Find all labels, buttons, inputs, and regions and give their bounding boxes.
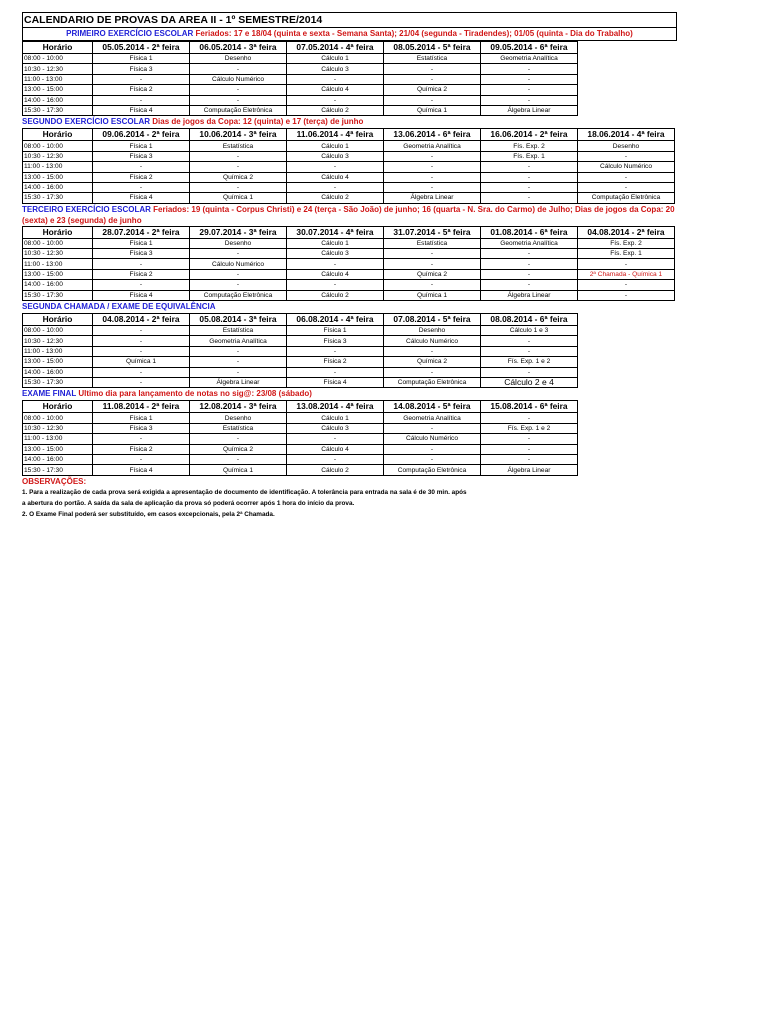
table-header-row bbox=[23, 401, 578, 413]
exam-cell: - bbox=[190, 151, 287, 161]
exam-cell: Física 3 bbox=[93, 423, 190, 433]
day-header: 07.05.2014 - 4ª feira bbox=[287, 42, 384, 54]
exam-cell: - bbox=[190, 434, 287, 444]
exam-cell: Química 1 bbox=[190, 465, 287, 475]
exam-cell: Cálculo 2 bbox=[287, 465, 384, 475]
day-header: 01.08.2014 - 6ª feira bbox=[481, 226, 578, 238]
exam-cell: Física 3 bbox=[93, 249, 190, 259]
table-row bbox=[23, 336, 578, 346]
day-header: 14.08.2014 - 5ª feira bbox=[384, 401, 481, 413]
table-header-row bbox=[23, 226, 675, 238]
time-slot: 11:00 - 13:00 bbox=[23, 162, 93, 172]
exam-cell: - bbox=[384, 259, 481, 269]
day-header: 05.05.2014 - 2ª feira bbox=[93, 42, 190, 54]
table-row bbox=[23, 151, 675, 161]
exam-cell: - bbox=[578, 259, 675, 269]
exam-cell: Computação Eletrônica bbox=[190, 290, 287, 300]
day-header: 07.08.2014 - 5ª feira bbox=[384, 314, 481, 326]
time-slot: 11:00 - 13:00 bbox=[23, 259, 93, 269]
time-slot: 14:00 - 16:00 bbox=[23, 182, 93, 192]
exam-cell: - bbox=[384, 280, 481, 290]
time-slot: 11:00 - 13:00 bbox=[23, 346, 93, 356]
table-row bbox=[23, 95, 578, 105]
time-slot: 10:30 - 12:30 bbox=[23, 151, 93, 161]
table-row bbox=[23, 454, 578, 464]
exam-cell: - bbox=[287, 74, 384, 84]
schedule-table bbox=[22, 400, 578, 475]
observations-title: OBSERVAÇÕES: bbox=[22, 476, 87, 486]
exam-cell: - bbox=[93, 182, 190, 192]
exam-cell: Cálculo 4 bbox=[287, 172, 384, 182]
exam-cell: Desenho bbox=[190, 54, 287, 64]
exam-cell: Física 1 bbox=[93, 238, 190, 248]
exam-cell: Computação Eletrônica bbox=[578, 193, 675, 203]
table-row bbox=[23, 326, 578, 336]
section-name: SEGUNDO EXERCÍCIO ESCOLAR bbox=[22, 117, 151, 127]
exam-cell: Geometria Analítica bbox=[384, 413, 481, 423]
exam-cell: Cálculo 2 bbox=[287, 193, 384, 203]
schedule-table bbox=[22, 226, 675, 301]
day-header: 08.08.2014 - 6ª feira bbox=[481, 314, 578, 326]
exam-cell: Estatística bbox=[190, 423, 287, 433]
exam-cell: - bbox=[287, 367, 384, 377]
exam-cell: Álgebra Linear bbox=[481, 465, 578, 475]
day-header: 31.07.2014 - 5ª feira bbox=[384, 226, 481, 238]
exam-cell: - bbox=[190, 346, 287, 356]
table-row bbox=[23, 172, 675, 182]
exam-cell: - bbox=[481, 280, 578, 290]
exam-cell: Cálculo 1 bbox=[287, 141, 384, 151]
table-row bbox=[23, 269, 675, 279]
exam-cell: - bbox=[190, 162, 287, 172]
exam-cell: - bbox=[190, 95, 287, 105]
exam-cell: - bbox=[578, 290, 675, 300]
exam-cell: - bbox=[481, 434, 578, 444]
exam-cell: - bbox=[190, 357, 287, 367]
day-header: 04.08.2014 - 2ª feira bbox=[93, 314, 190, 326]
exam-cell: - bbox=[384, 95, 481, 105]
section-name: TERCEIRO EXERCÍCIO ESCOLAR bbox=[22, 204, 151, 214]
table-row bbox=[23, 444, 578, 454]
table-row bbox=[23, 259, 675, 269]
exam-cell: Cálculo 3 bbox=[287, 64, 384, 74]
page-title: CALENDARIO DE PROVAS DA AREA II - 1º SEMESTRE/2014 bbox=[22, 12, 677, 28]
time-slot: 08:00 - 10:00 bbox=[23, 238, 93, 248]
exam-cell: Geometria Analítica bbox=[384, 141, 481, 151]
exam-cell: - bbox=[578, 182, 675, 192]
exam-cell: - bbox=[578, 172, 675, 182]
exam-cell: - bbox=[287, 454, 384, 464]
exam-cell: Computação Eletrônica bbox=[190, 105, 287, 115]
exam-cell: - bbox=[384, 162, 481, 172]
exam-cell: - bbox=[481, 454, 578, 464]
exam-cell: - bbox=[287, 280, 384, 290]
exam-cell: - bbox=[190, 85, 287, 95]
day-header: 13.06.2014 - 6ª feira bbox=[384, 129, 481, 141]
exam-cell: - bbox=[481, 269, 578, 279]
exam-cell: - bbox=[481, 413, 578, 423]
time-slot: 13:00 - 15:00 bbox=[23, 444, 93, 454]
exam-cell: - bbox=[190, 280, 287, 290]
exam-cell: Cálculo 4 bbox=[287, 85, 384, 95]
exam-cell: - bbox=[93, 95, 190, 105]
day-header: 15.08.2014 - 6ª feira bbox=[481, 401, 578, 413]
exam-cell: Cálculo Numérico bbox=[384, 336, 481, 346]
exam-cell: Cálculo Numérico bbox=[190, 259, 287, 269]
exam-calendar-sheet bbox=[22, 12, 677, 520]
exam-cell: Física 2 bbox=[287, 357, 384, 367]
exam-cell: Física 3 bbox=[93, 64, 190, 74]
exam-cell: Fís. Exp. 2 bbox=[481, 141, 578, 151]
exam-cell: - bbox=[190, 182, 287, 192]
table-row bbox=[23, 290, 675, 300]
observation-line: 1. Para a realização de cada prova será exigida a apresentação de documento de identificação. A tolerância para entrada na sala é de 30 min. após bbox=[22, 488, 467, 496]
exam-cell: - bbox=[481, 346, 578, 356]
exam-cell: Química 2 bbox=[384, 357, 481, 367]
time-slot: 13:00 - 15:00 bbox=[23, 85, 93, 95]
day-header: 09.06.2014 - 2ª feira bbox=[93, 129, 190, 141]
day-header: 12.08.2014 - 3ª feira bbox=[190, 401, 287, 413]
exam-cell: - bbox=[190, 249, 287, 259]
exam-cell: - bbox=[93, 434, 190, 444]
exam-cell: - bbox=[384, 74, 481, 84]
exam-cell: Estatística bbox=[190, 141, 287, 151]
exam-cell: Fís. Exp. 1 e 2 bbox=[481, 423, 578, 433]
time-slot: 10:30 - 12:30 bbox=[23, 249, 93, 259]
table-row bbox=[23, 423, 578, 433]
exam-cell: Cálculo 2 e 4 bbox=[481, 377, 578, 387]
horario-header: Horário bbox=[23, 314, 93, 326]
exam-cell: Desenho bbox=[190, 238, 287, 248]
exam-cell: Geometria Analítica bbox=[481, 54, 578, 64]
exam-cell: - bbox=[190, 454, 287, 464]
exam-cell: - bbox=[578, 151, 675, 161]
exam-cell: Cálculo Numérico bbox=[384, 434, 481, 444]
exam-cell: Cálculo 3 bbox=[287, 151, 384, 161]
exam-cell: - bbox=[384, 367, 481, 377]
exam-cell: Desenho bbox=[578, 141, 675, 151]
day-header: 06.08.2014 - 4ª feira bbox=[287, 314, 384, 326]
exam-cell: Física 2 bbox=[93, 269, 190, 279]
section-name: SEGUNDA CHAMADA / EXAME DE EQUIVALÊNCIA bbox=[22, 302, 216, 312]
exam-cell: Física 2 bbox=[93, 172, 190, 182]
time-slot: 10:30 - 12:30 bbox=[23, 336, 93, 346]
exam-cell: - bbox=[481, 162, 578, 172]
day-header: 05.08.2014 - 3ª feira bbox=[190, 314, 287, 326]
exam-cell: - bbox=[384, 249, 481, 259]
table-row bbox=[23, 64, 578, 74]
exam-cell: Desenho bbox=[190, 413, 287, 423]
exam-cell: Física 3 bbox=[287, 336, 384, 346]
section-note: Feriados: 17 e 18/04 (quinta e sexta - Semana Santa); 21/04 (segunda - Tiradendes); 01/05 (quinta - Dia do Trabalho) bbox=[195, 29, 633, 38]
exam-cell: - bbox=[384, 346, 481, 356]
day-header: 13.08.2014 - 4ª feira bbox=[287, 401, 384, 413]
time-slot: 14:00 - 16:00 bbox=[23, 454, 93, 464]
exam-cell: Cálculo Numérico bbox=[578, 162, 675, 172]
table-row bbox=[23, 280, 675, 290]
table-row bbox=[23, 182, 675, 192]
exam-cell: - bbox=[384, 444, 481, 454]
exam-cell: Química 1 bbox=[93, 357, 190, 367]
table-row bbox=[23, 465, 578, 475]
exam-cell: Química 2 bbox=[190, 444, 287, 454]
exam-cell: - bbox=[190, 269, 287, 279]
exam-cell: Física 2 bbox=[93, 85, 190, 95]
exam-cell: Física 1 bbox=[93, 141, 190, 151]
exam-cell: Cálculo 1 bbox=[287, 54, 384, 64]
day-header: 08.05.2014 - 5ª feira bbox=[384, 42, 481, 54]
exam-cell: - bbox=[481, 259, 578, 269]
exam-cell: Cálculo 2 bbox=[287, 290, 384, 300]
table-row bbox=[23, 74, 578, 84]
exam-cell: Cálculo 3 bbox=[287, 249, 384, 259]
time-slot: 08:00 - 10:00 bbox=[23, 54, 93, 64]
time-slot: 14:00 - 16:00 bbox=[23, 95, 93, 105]
exam-cell: - bbox=[93, 280, 190, 290]
table-row bbox=[23, 85, 578, 95]
exam-cell: Estatística bbox=[190, 326, 287, 336]
time-slot: 08:00 - 10:00 bbox=[23, 326, 93, 336]
horario-header: Horário bbox=[23, 129, 93, 141]
time-slot: 10:30 - 12:30 bbox=[23, 423, 93, 433]
table-row bbox=[23, 346, 578, 356]
section-note: Feriados: 19 (quinta - Corpus Christi) e 24 (terça - São João) de junho; 16 (quarta - N. Sra. do Carmo) de Julho; Dias de jogos da Copa: 20 (sexta) e 23 (segunda) de junho bbox=[22, 204, 675, 225]
section-header bbox=[22, 301, 677, 313]
exam-cell: Física 3 bbox=[93, 151, 190, 161]
exam-cell: - bbox=[384, 182, 481, 192]
exam-cell: Física 4 bbox=[93, 290, 190, 300]
day-header: 18.06.2014 - 4ª feira bbox=[578, 129, 675, 141]
table-row bbox=[23, 249, 675, 259]
day-header: 06.05.2014 - 3ª feira bbox=[190, 42, 287, 54]
exam-cell: Geometria Analítica bbox=[190, 336, 287, 346]
exam-cell: - bbox=[93, 326, 190, 336]
time-slot: 13:00 - 15:00 bbox=[23, 357, 93, 367]
day-header: 04.08.2014 - 2ª feira bbox=[578, 226, 675, 238]
exam-cell: Geometria Analítica bbox=[481, 238, 578, 248]
exam-cell: - bbox=[384, 454, 481, 464]
exam-cell: Física 1 bbox=[287, 326, 384, 336]
time-slot: 13:00 - 15:00 bbox=[23, 172, 93, 182]
exam-cell: Fís. Exp. 1 e 2 bbox=[481, 357, 578, 367]
exam-cell: Fís. Exp. 1 bbox=[578, 249, 675, 259]
schedule-table bbox=[22, 128, 675, 203]
exam-cell: - bbox=[287, 95, 384, 105]
exam-cell: Física 4 bbox=[93, 465, 190, 475]
exam-cell: - bbox=[190, 367, 287, 377]
exam-cell: - bbox=[384, 423, 481, 433]
exam-cell: Física 4 bbox=[93, 193, 190, 203]
exam-cell: - bbox=[481, 172, 578, 182]
exam-cell: 2ª Chamada - Química 1 bbox=[578, 269, 675, 279]
exam-cell: - bbox=[93, 377, 190, 387]
exam-cell: Química 2 bbox=[384, 85, 481, 95]
section-header bbox=[22, 116, 677, 128]
exam-cell: Estatística bbox=[384, 54, 481, 64]
exam-cell: Álgebra Linear bbox=[481, 105, 578, 115]
exam-cell: Química 1 bbox=[384, 290, 481, 300]
section-name: PRIMEIRO EXERCÍCIO ESCOLAR bbox=[66, 29, 194, 38]
time-slot: 08:00 - 10:00 bbox=[23, 413, 93, 423]
time-slot: 08:00 - 10:00 bbox=[23, 141, 93, 151]
exam-cell: Química 2 bbox=[190, 172, 287, 182]
time-slot: 15:30 - 17:30 bbox=[23, 377, 93, 387]
time-slot: 15:30 - 17:30 bbox=[23, 465, 93, 475]
exam-cell: Computação Eletrônica bbox=[384, 377, 481, 387]
section-note: Ultimo dia para lançamento de notas no sig@: 23/08 (sábado) bbox=[78, 389, 312, 399]
exam-cell: - bbox=[287, 182, 384, 192]
exam-cell: Cálculo 1 e 3 bbox=[481, 326, 578, 336]
table-row bbox=[23, 434, 578, 444]
section-note: Dias de jogos da Copa: 12 (quinta) e 17 (terça) de junho bbox=[152, 117, 364, 127]
exam-cell: Computação Eletrônica bbox=[384, 465, 481, 475]
exam-cell: Fís. Exp. 2 bbox=[578, 238, 675, 248]
exam-cell: Fís. Exp. 1 bbox=[481, 151, 578, 161]
section-header bbox=[22, 388, 677, 400]
day-header: 30.07.2014 - 4ª feira bbox=[287, 226, 384, 238]
exam-cell: Física 1 bbox=[93, 54, 190, 64]
table-row bbox=[23, 413, 578, 423]
exam-cell: - bbox=[384, 151, 481, 161]
exam-cell: - bbox=[93, 259, 190, 269]
time-slot: 13:00 - 15:00 bbox=[23, 269, 93, 279]
exam-cell: - bbox=[287, 346, 384, 356]
exam-cell: Cálculo 4 bbox=[287, 269, 384, 279]
exam-cell: - bbox=[481, 249, 578, 259]
sections-container bbox=[22, 28, 677, 476]
exam-cell: Física 2 bbox=[93, 444, 190, 454]
exam-cell: - bbox=[481, 336, 578, 346]
day-header: 10.06.2014 - 3ª feira bbox=[190, 129, 287, 141]
observation-line: a abertura do portão. A saída da sala de aplicação da prova só poderá ocorrer após 1 hora do início da prova. bbox=[22, 499, 355, 507]
section-header bbox=[22, 28, 677, 41]
exam-cell: - bbox=[578, 280, 675, 290]
exam-cell: - bbox=[93, 336, 190, 346]
schedule-table bbox=[22, 313, 578, 388]
table-header-row bbox=[23, 42, 578, 54]
exam-cell: Álgebra Linear bbox=[190, 377, 287, 387]
exam-cell: - bbox=[481, 64, 578, 74]
day-header: 28.07.2014 - 2ª feira bbox=[93, 226, 190, 238]
exam-cell: Cálculo 3 bbox=[287, 423, 384, 433]
table-row bbox=[23, 141, 675, 151]
exam-cell: Cálculo Numérico bbox=[190, 74, 287, 84]
time-slot: 14:00 - 16:00 bbox=[23, 280, 93, 290]
exam-cell: - bbox=[93, 74, 190, 84]
time-slot: 11:00 - 13:00 bbox=[23, 74, 93, 84]
horario-header: Horário bbox=[23, 226, 93, 238]
exam-cell: - bbox=[287, 162, 384, 172]
exam-cell: - bbox=[287, 259, 384, 269]
table-row bbox=[23, 357, 578, 367]
day-header: 11.06.2014 - 4ª feira bbox=[287, 129, 384, 141]
time-slot: 15:30 - 17:30 bbox=[23, 290, 93, 300]
exam-cell: - bbox=[190, 64, 287, 74]
exam-cell: - bbox=[481, 95, 578, 105]
table-header-row bbox=[23, 314, 578, 326]
exam-cell: - bbox=[384, 64, 481, 74]
section-name: EXAME FINAL bbox=[22, 389, 77, 399]
table-header-row bbox=[23, 129, 675, 141]
exam-cell: Álgebra Linear bbox=[384, 193, 481, 203]
exam-cell: Química 1 bbox=[190, 193, 287, 203]
exam-cell: - bbox=[481, 182, 578, 192]
exam-cell: Física 4 bbox=[93, 105, 190, 115]
exam-cell: Cálculo 1 bbox=[287, 413, 384, 423]
horario-header: Horário bbox=[23, 401, 93, 413]
exam-cell: Física 4 bbox=[287, 377, 384, 387]
day-header: 16.06.2014 - 2ª feira bbox=[481, 129, 578, 141]
day-header: 29.07.2014 - 3ª feira bbox=[190, 226, 287, 238]
horario-header: Horário bbox=[23, 42, 93, 54]
exam-cell: Cálculo 1 bbox=[287, 238, 384, 248]
exam-cell: - bbox=[481, 85, 578, 95]
exam-cell: - bbox=[93, 162, 190, 172]
exam-cell: Química 2 bbox=[384, 269, 481, 279]
exam-cell: Cálculo 2 bbox=[287, 105, 384, 115]
exam-cell: - bbox=[93, 367, 190, 377]
exam-cell: - bbox=[481, 444, 578, 454]
exam-cell: - bbox=[93, 454, 190, 464]
table-row bbox=[23, 238, 675, 248]
exam-cell: - bbox=[481, 193, 578, 203]
exam-cell: Química 1 bbox=[384, 105, 481, 115]
observation-line: 2. O Exame Final poderá ser substituído, em casos excepcionais, pela 2ª Chamada. bbox=[22, 510, 275, 518]
time-slot: 15:30 - 17:30 bbox=[23, 105, 93, 115]
exam-cell: Desenho bbox=[384, 326, 481, 336]
exam-cell: Estatística bbox=[384, 238, 481, 248]
exam-cell: Cálculo 4 bbox=[287, 444, 384, 454]
time-slot: 10:30 - 12:30 bbox=[23, 64, 93, 74]
table-row bbox=[23, 377, 578, 387]
day-header: 11.08.2014 - 2ª feira bbox=[93, 401, 190, 413]
section-header bbox=[22, 204, 677, 226]
table-row bbox=[23, 54, 578, 64]
exam-cell: - bbox=[481, 367, 578, 377]
exam-cell: - bbox=[93, 346, 190, 356]
time-slot: 14:00 - 16:00 bbox=[23, 367, 93, 377]
time-slot: 11:00 - 13:00 bbox=[23, 434, 93, 444]
time-slot: 15:30 - 17:30 bbox=[23, 193, 93, 203]
exam-cell: - bbox=[384, 172, 481, 182]
exam-cell: Física 1 bbox=[93, 413, 190, 423]
exam-cell: - bbox=[481, 74, 578, 84]
table-row bbox=[23, 105, 578, 115]
exam-cell: Álgebra Linear bbox=[481, 290, 578, 300]
table-row bbox=[23, 193, 675, 203]
schedule-table bbox=[22, 41, 578, 116]
day-header: 09.05.2014 - 6ª feira bbox=[481, 42, 578, 54]
table-row bbox=[23, 367, 578, 377]
exam-cell: - bbox=[287, 434, 384, 444]
table-row bbox=[23, 162, 675, 172]
